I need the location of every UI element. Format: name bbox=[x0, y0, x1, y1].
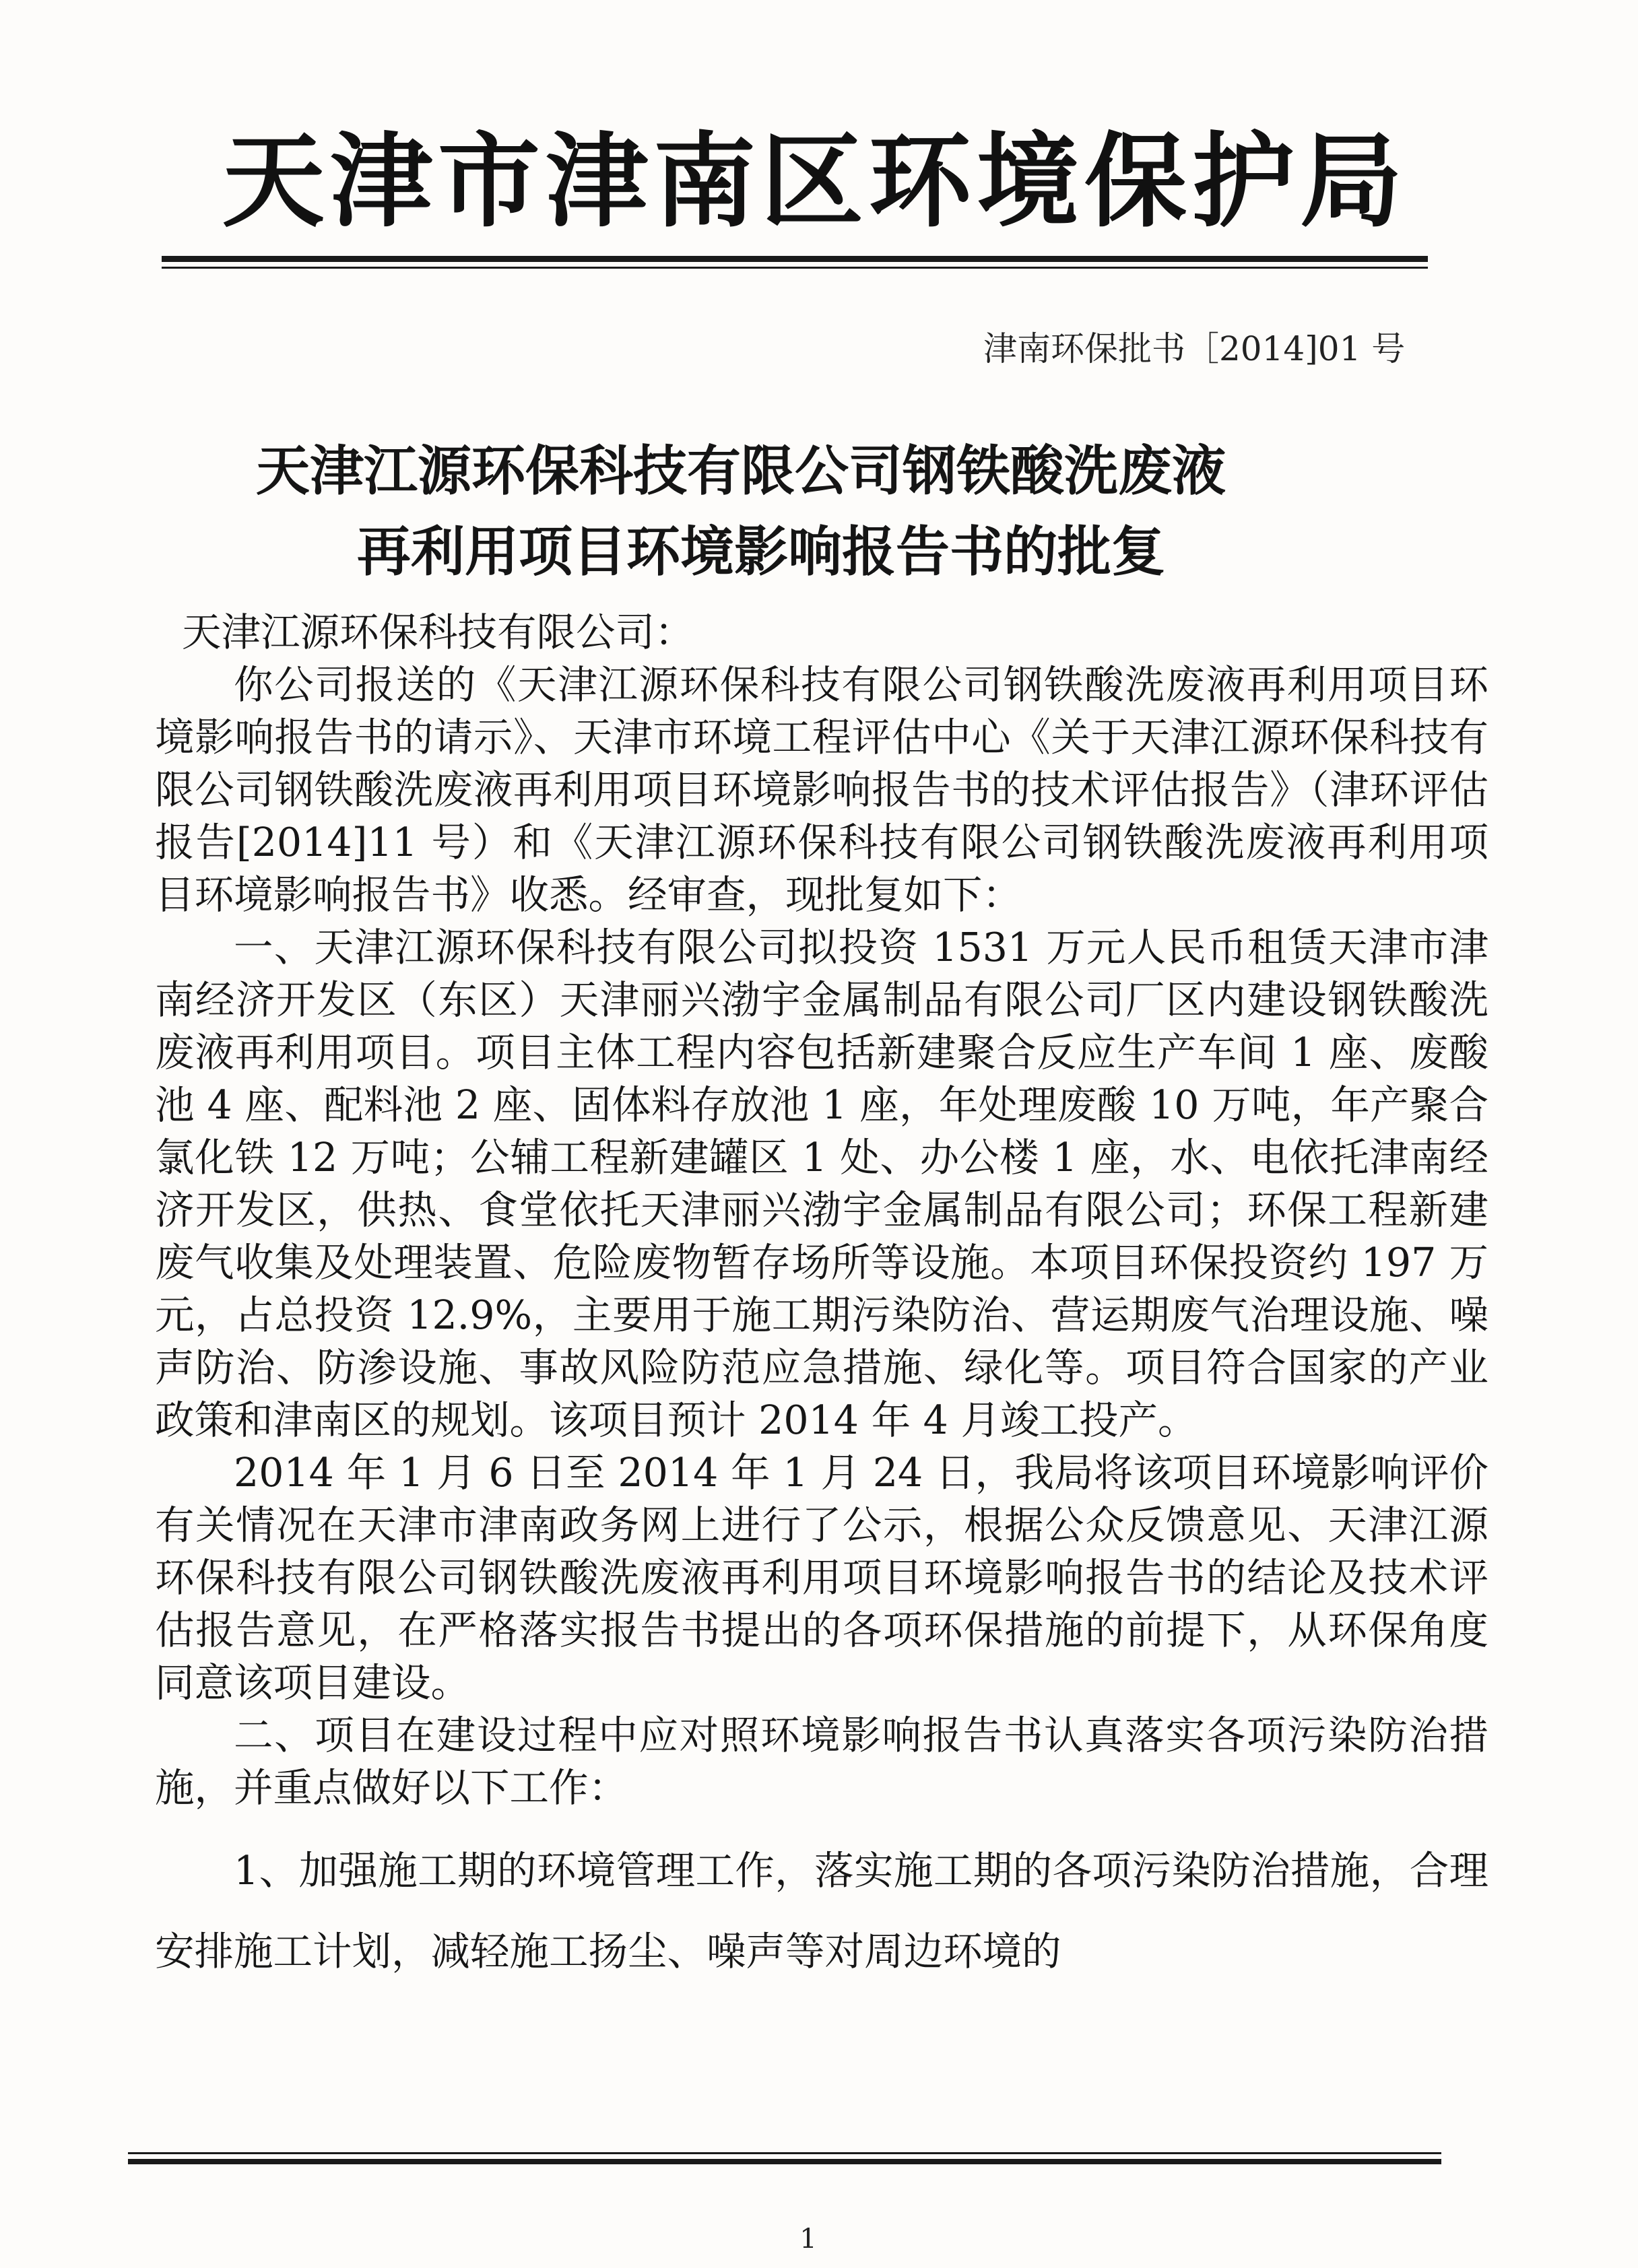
page-number: 1 bbox=[799, 2224, 817, 2255]
salutation: 天津江源环保科技有限公司： bbox=[182, 609, 694, 655]
subject-line-2: 再利用项目环境影响报告书的批复 bbox=[357, 521, 1165, 583]
body-paragraph-intro: 你公司报送的《天津江源环保科技有限公司钢铁酸洗废液再利用项目环境影响报告书的请示》、天津市环境工程评估中心《关于天津江源环保科技有限公司钢铁酸洗废液再利用项目环境影响报告书的技术评估报告》（津环评估报告[2014]11 号）和《天津江源环保科技有限公司钢铁酸洗废液再利用项目环境影响报告书》收悉。经审查，现批复如下： bbox=[155, 662, 1488, 918]
body-paragraph-section-2: 二、项目在建设过程中应对照环境影响报告书认真落实各项污染防治措施，并重点做好以下工作： bbox=[155, 1712, 1488, 1811]
subject-line-1: 天津江源环保科技有限公司钢铁酸洗废液 bbox=[256, 440, 1226, 502]
body-paragraph-item-1: 1、加强施工期的环境管理工作，落实施工期的各项污染防治措施，合理安排施工计划，减轻施工扬尘、噪声等对周边环境的 bbox=[155, 1848, 1488, 1974]
document-number: 津南环保批书［2014]01 号 bbox=[983, 329, 1406, 368]
document-body bbox=[155, 606, 1488, 1992]
footer-divider-thin bbox=[128, 2152, 1441, 2154]
document-subject bbox=[256, 431, 1441, 593]
letterhead-divider-thin bbox=[162, 267, 1428, 269]
agency-letterhead-title: 天津市津南区环境保护局 bbox=[222, 122, 1408, 241]
letterhead-divider-thick bbox=[162, 256, 1428, 262]
body-paragraph-section-1: 一、天津江源环保科技有限公司拟投资 1531 万元人民币租赁天津市津南经济开发区（东区）天津丽兴渤宇金属制品有限公司厂区内建设钢铁酸洗废液再利用项目。项目主体工程内容包括新建聚合反应生产车间 1 座、废酸池 4 座、配料池 2 座、固体料存放池 1 座，年处理废酸 10 万吨，年产聚合氯化铁 12 万吨；公辅工程新建罐区 1 处、办公楼 1 座，水、电依托津南经济开发区，供热、食堂依托天津丽兴渤宇金属制品有限公司；环保工程新建废气收集及处理装置、危险废物暂存场所等设施。本项目环保投资约 197 万元，占总投资 12.9%，主要用于施工期污染防治、营运期废气治理设施、噪声防治、防渗设施、事故风险防范应急措施、绿化等。项目符合国家的产业政策和津南区的规划。该项目预计 2014 年 4 月竣工投产。 bbox=[155, 925, 1488, 1443]
footer-divider-thick bbox=[128, 2159, 1441, 2164]
body-paragraph-publicity: 2014 年 1 月 6 日至 2014 年 1 月 24 日，我局将该项目环境影响评价有关情况在天津市津南政务网上进行了公示，根据公众反馈意见、天津江源环保科技有限公司钢铁酸洗废液再利用项目环境影响报告书的结论及技术评估报告意见，在严格落实报告书提出的各项环保措施的前提下，从环保角度同意该项目建设。 bbox=[155, 1450, 1488, 1706]
